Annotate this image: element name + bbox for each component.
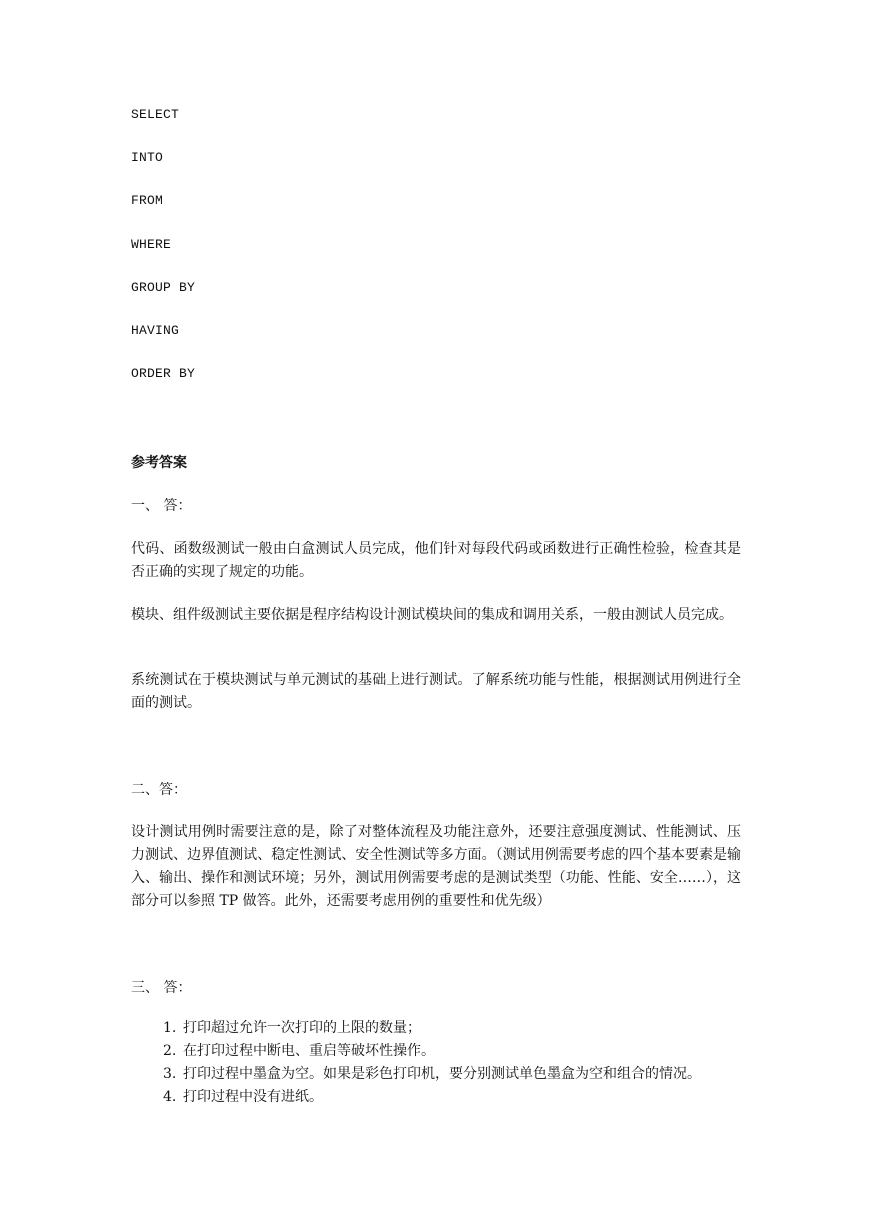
q2-paragraph: 设计测试用例时需要注意的是，除了对整体流程及功能注意外，还要注意强度测试、性能测试、压力测试、边界值测试、稳定性测试、安全性测试等多方面。（测试用例需要考虑的四个基本要素是输入、输出、操作和测试环境；另外，测试用例需要考虑的是测试类型（功能、性能、安全……），这部分可以参照 TP 做答。此外，还需要考虑用例的重要性和优先级） xyxy=(131,824,741,909)
q1-paragraph-3: 系统测试在于模块测试与单元测试的基础上进行测试。了解系统功能与性能，根据测试用例进行全面的测试。 xyxy=(131,672,741,711)
sql-keyword: FROM xyxy=(131,193,164,209)
list-item: 4. 打印过程中没有进纸。 xyxy=(163,1089,323,1105)
q3-label: 三、 答： xyxy=(131,980,192,996)
q2-label: 二、答： xyxy=(131,782,187,798)
sql-keyword: WHERE xyxy=(131,236,172,252)
answers-title: 参考答案 xyxy=(131,455,187,471)
list-item: 3. 打印过程中墨盒为空。如果是彩色打印机，要分别测试单色墨盒为空和组合的情况。 xyxy=(163,1066,701,1082)
sql-keyword: SELECT xyxy=(131,107,180,122)
sql-keyword: HAVING xyxy=(131,322,180,338)
q1-label: 一、 答： xyxy=(131,498,192,514)
list-item: 2. 在打印过程中断电、重启等破坏性操作。 xyxy=(163,1043,435,1059)
list-item: 1. 打印超过允许一次打印的上限的数量； xyxy=(163,1020,421,1036)
q1-paragraph-1: 代码、函数级测试一般由白盒测试人员完成，他们针对每段代码或函数进行正确性检验，检查其是否正确的实现了规定的功能。 xyxy=(131,541,741,580)
q1-paragraph-2: 模块、组件级测试主要依据是程序结构设计测试模块间的集成和调用关系，一般由测试人员完成。 xyxy=(131,607,733,623)
sql-keyword: INTO xyxy=(131,150,164,166)
sql-keyword-list xyxy=(131,105,195,407)
sql-keyword: ORDER BY xyxy=(131,366,196,382)
q3-list xyxy=(163,1017,701,1109)
sql-keyword: GROUP BY xyxy=(131,279,196,295)
